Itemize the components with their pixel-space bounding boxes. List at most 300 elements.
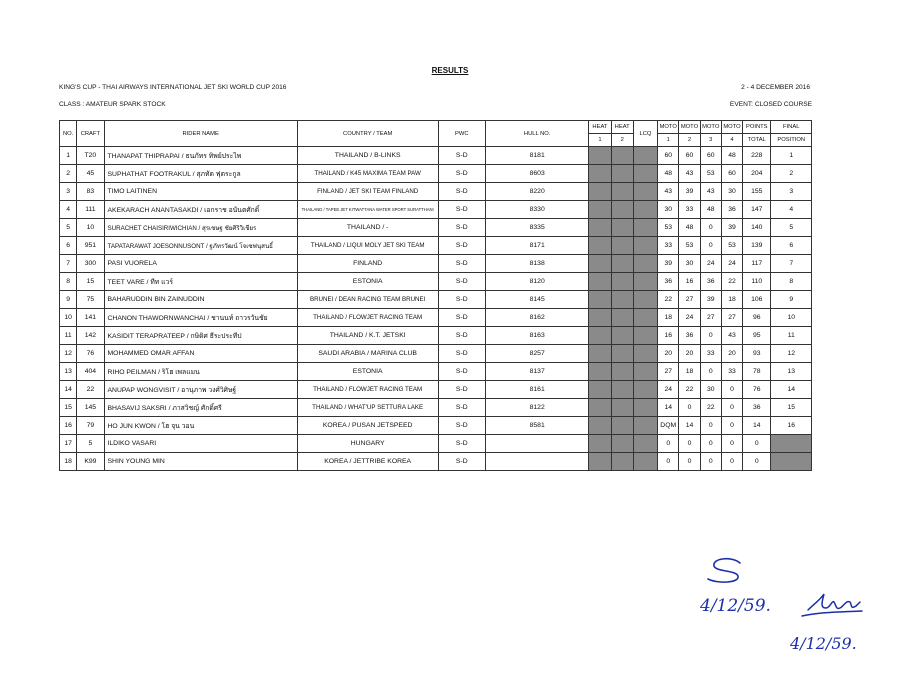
- cell-rider: BAHARUDDIN BIN ZAINUDDIN: [104, 291, 297, 309]
- cell-pwc: S-D: [438, 219, 486, 237]
- cell-final-position: 6: [771, 237, 812, 255]
- cell-moto2: 27: [679, 291, 700, 309]
- cell-pwc: S-D: [438, 309, 486, 327]
- cell-moto1: DQM: [658, 417, 679, 435]
- cell-rider: SURACHET CHAISIRIWICHIAN / สุรเชษฐ ชัยศิริวิเชียร: [104, 219, 297, 237]
- cell-pwc: S-D: [438, 363, 486, 381]
- cell-rider: SHIN YOUNG MIN: [104, 453, 297, 471]
- cell-craft: 142: [77, 327, 104, 345]
- cell-pwc: S-D: [438, 381, 486, 399]
- col-moto3: MOTO: [700, 121, 721, 134]
- cell-moto1: 27: [658, 363, 679, 381]
- cell-points-total: 76: [743, 381, 771, 399]
- cell-moto2: 0: [679, 453, 700, 471]
- cell-country: THAILAND / FLOWJET RACING TEAM: [297, 309, 438, 327]
- cell-no: 6: [60, 237, 77, 255]
- cell-hull: 8162: [486, 309, 589, 327]
- cell-hull: 8120: [486, 273, 589, 291]
- cell-hull: [486, 435, 589, 453]
- table-row: [60, 273, 812, 291]
- cell-moto1: 18: [658, 309, 679, 327]
- cell-moto3: 30: [700, 381, 721, 399]
- cell-craft: 79: [77, 417, 104, 435]
- cell-moto2: 24: [679, 309, 700, 327]
- cell-final-position: 1: [771, 147, 812, 165]
- results-table: [59, 120, 812, 471]
- col-moto4-num: 4: [721, 134, 742, 147]
- table-row: [60, 345, 812, 363]
- col-points-sub: TOTAL: [743, 134, 771, 147]
- cell-lcq: [633, 219, 657, 237]
- cell-country: THAILAND / TAPEE JET KITWATTANA WATER SPORT SURATTHANI: [297, 201, 438, 219]
- cell-hull: 8181: [486, 147, 589, 165]
- cell-moto4: 39: [721, 219, 742, 237]
- cell-pwc: S-D: [438, 183, 486, 201]
- col-moto4: MOTO: [721, 121, 742, 134]
- col-moto1-num: 1: [658, 134, 679, 147]
- cell-country: KOREA / PUSAN JETSPEED: [297, 417, 438, 435]
- cell-heat2: [611, 237, 633, 255]
- cell-no: 18: [60, 453, 77, 471]
- col-final-sub: POSITION: [771, 134, 812, 147]
- cell-craft: 83: [77, 183, 104, 201]
- cell-hull: 8220: [486, 183, 589, 201]
- cell-moto1: 14: [658, 399, 679, 417]
- cell-country: HUNGARY: [297, 435, 438, 453]
- cell-hull: 8330: [486, 201, 589, 219]
- table-row: [60, 237, 812, 255]
- cell-heat1: [589, 237, 611, 255]
- cell-craft: 45: [77, 165, 104, 183]
- cell-pwc: S-D: [438, 201, 486, 219]
- cell-moto2: 16: [679, 273, 700, 291]
- cell-moto3: 22: [700, 399, 721, 417]
- cell-lcq: [633, 291, 657, 309]
- cell-rider: RIHO PEILMAN / ริโฮ เพลแมน: [104, 363, 297, 381]
- cell-moto2: 33: [679, 201, 700, 219]
- class-label: CLASS : AMATEUR SPARK STOCK: [59, 101, 166, 108]
- table-row: [60, 183, 812, 201]
- cell-final-position: 15: [771, 399, 812, 417]
- cell-moto1: 0: [658, 435, 679, 453]
- cell-moto3: 0: [700, 435, 721, 453]
- cell-heat1: [589, 147, 611, 165]
- cell-moto2: 48: [679, 219, 700, 237]
- table-row: [60, 453, 812, 471]
- cell-lcq: [633, 201, 657, 219]
- cell-craft: 951: [77, 237, 104, 255]
- cell-moto1: 30: [658, 201, 679, 219]
- signature-date-1: 4/12/59.: [700, 596, 771, 616]
- cell-country: THAILAND / LIQUI MOLY JET SKI TEAM: [297, 237, 438, 255]
- cell-hull: 8581: [486, 417, 589, 435]
- cell-heat2: [611, 147, 633, 165]
- cell-heat1: [589, 399, 611, 417]
- cell-heat2: [611, 417, 633, 435]
- table-row: [60, 417, 812, 435]
- cell-rider: AKEKARACH ANANTASAKDI / เอกราช อนันตศักดิ์: [104, 201, 297, 219]
- cell-moto4: 24: [721, 255, 742, 273]
- cell-moto4: 0: [721, 399, 742, 417]
- cell-moto4: 36: [721, 201, 742, 219]
- cell-final-position: 2: [771, 165, 812, 183]
- cell-moto3: 0: [700, 417, 721, 435]
- cell-points-total: 0: [743, 435, 771, 453]
- cell-points-total: 139: [743, 237, 771, 255]
- cell-heat1: [589, 345, 611, 363]
- cell-no: 4: [60, 201, 77, 219]
- cell-rider: ILDIKO VASARI: [104, 435, 297, 453]
- cell-pwc: S-D: [438, 435, 486, 453]
- cell-hull: 8122: [486, 399, 589, 417]
- cell-lcq: [633, 381, 657, 399]
- cell-hull: [486, 453, 589, 471]
- cell-final-position: [771, 453, 812, 471]
- cell-moto1: 22: [658, 291, 679, 309]
- table-row: [60, 147, 812, 165]
- event-dates: 2 - 4 DECEMBER 2016: [741, 84, 810, 91]
- cell-moto3: 33: [700, 345, 721, 363]
- cell-heat1: [589, 219, 611, 237]
- cell-craft: 76: [77, 345, 104, 363]
- cell-moto3: 39: [700, 291, 721, 309]
- cell-moto2: 0: [679, 435, 700, 453]
- cell-moto3: 60: [700, 147, 721, 165]
- cell-lcq: [633, 237, 657, 255]
- cell-points-total: 228: [743, 147, 771, 165]
- cell-moto2: 14: [679, 417, 700, 435]
- cell-hull: 8137: [486, 363, 589, 381]
- table-row: [60, 201, 812, 219]
- signature-date-2: 4/12/59.: [790, 634, 857, 653]
- cell-country: KOREA / JETTRIBE KOREA: [297, 453, 438, 471]
- cell-rider: SUPHATHAT FOOTRAKUL / สุภทัต ฟุตระกูล: [104, 165, 297, 183]
- cell-moto3: 24: [700, 255, 721, 273]
- col-heat2: HEAT: [611, 121, 633, 134]
- cell-country: THAILAND / WHAT'UP SETTURA LAKE: [297, 399, 438, 417]
- cell-points-total: 155: [743, 183, 771, 201]
- cell-rider: TIMO LAITINEN: [104, 183, 297, 201]
- cell-moto4: 43: [721, 327, 742, 345]
- cell-country: BRUNEI / DEAN RACING TEAM BRUNEI: [297, 291, 438, 309]
- cell-final-position: [771, 435, 812, 453]
- cell-country: THAILAND / K45 MAXIMA TEAM PAW: [297, 165, 438, 183]
- cell-lcq: [633, 417, 657, 435]
- cell-moto3: 36: [700, 273, 721, 291]
- cell-points-total: 110: [743, 273, 771, 291]
- cell-points-total: 140: [743, 219, 771, 237]
- cell-heat1: [589, 291, 611, 309]
- cell-hull: 8138: [486, 255, 589, 273]
- cell-heat1: [589, 273, 611, 291]
- cell-no: 10: [60, 309, 77, 327]
- cell-final-position: 16: [771, 417, 812, 435]
- cell-heat2: [611, 345, 633, 363]
- cell-craft: 111: [77, 201, 104, 219]
- cell-rider: THANAPAT THIPRAPAI / ธนภัทร ทิพย์ประไพ: [104, 147, 297, 165]
- cell-heat2: [611, 363, 633, 381]
- cell-heat2: [611, 183, 633, 201]
- cell-moto1: 0: [658, 453, 679, 471]
- cell-hull: 8603: [486, 165, 589, 183]
- cell-moto2: 60: [679, 147, 700, 165]
- col-moto2-num: 2: [679, 134, 700, 147]
- table-row: [60, 291, 812, 309]
- cell-rider: CHANON THAWORNWANCHAI / ชานนท์ ถาวรวันชัย: [104, 309, 297, 327]
- cell-moto1: 43: [658, 183, 679, 201]
- cell-heat1: [589, 165, 611, 183]
- cell-final-position: 4: [771, 201, 812, 219]
- cell-moto1: 20: [658, 345, 679, 363]
- cell-heat2: [611, 381, 633, 399]
- cell-points-total: 14: [743, 417, 771, 435]
- cell-no: 3: [60, 183, 77, 201]
- cell-rider: ANUPAP WONGVISIT / อานุภาพ วงศ์วิศิษฐ์: [104, 381, 297, 399]
- cell-heat1: [589, 417, 611, 435]
- cell-no: 2: [60, 165, 77, 183]
- cell-craft: 22: [77, 381, 104, 399]
- cell-country: FINLAND / JET SKI TEAM FINLAND: [297, 183, 438, 201]
- cell-lcq: [633, 399, 657, 417]
- table-row: [60, 327, 812, 345]
- cell-heat2: [611, 435, 633, 453]
- cell-craft: 145: [77, 399, 104, 417]
- cell-country: ESTONIA: [297, 363, 438, 381]
- cell-moto1: 33: [658, 237, 679, 255]
- cell-no: 12: [60, 345, 77, 363]
- cell-heat2: [611, 165, 633, 183]
- cell-moto2: 30: [679, 255, 700, 273]
- cell-hull: 8257: [486, 345, 589, 363]
- col-country: COUNTRY / TEAM: [297, 121, 438, 147]
- cell-final-position: 12: [771, 345, 812, 363]
- cell-lcq: [633, 327, 657, 345]
- cell-country: THAILAND / K.T. JETSKI: [297, 327, 438, 345]
- table-row: [60, 219, 812, 237]
- cell-craft: K99: [77, 453, 104, 471]
- cell-rider: TAPATARAWAT JOESONNUSONT / ฐภัทรวัฒน์ โจเซฟนุสนธิ์: [104, 237, 297, 255]
- cell-craft: 5: [77, 435, 104, 453]
- cell-final-position: 11: [771, 327, 812, 345]
- cell-moto1: 48: [658, 165, 679, 183]
- cell-heat1: [589, 183, 611, 201]
- cell-heat2: [611, 273, 633, 291]
- cell-craft: 75: [77, 291, 104, 309]
- table-row: [60, 399, 812, 417]
- cell-final-position: 8: [771, 273, 812, 291]
- cell-craft: 300: [77, 255, 104, 273]
- cell-points-total: 117: [743, 255, 771, 273]
- cell-lcq: [633, 309, 657, 327]
- cell-points-total: 36: [743, 399, 771, 417]
- cell-pwc: S-D: [438, 399, 486, 417]
- cell-moto4: 53: [721, 237, 742, 255]
- cell-lcq: [633, 255, 657, 273]
- cell-points-total: 204: [743, 165, 771, 183]
- col-rider: RIDER NAME: [104, 121, 297, 147]
- cell-moto3: 48: [700, 201, 721, 219]
- cell-heat2: [611, 201, 633, 219]
- cell-pwc: S-D: [438, 237, 486, 255]
- cell-moto2: 18: [679, 363, 700, 381]
- cell-lcq: [633, 165, 657, 183]
- cell-moto4: 0: [721, 381, 742, 399]
- cell-points-total: 93: [743, 345, 771, 363]
- cell-heat1: [589, 309, 611, 327]
- cell-hull: 8161: [486, 381, 589, 399]
- cell-country: FINLAND: [297, 255, 438, 273]
- cell-points-total: 96: [743, 309, 771, 327]
- col-heat1: HEAT: [589, 121, 611, 134]
- col-heat1-num: 1: [589, 134, 611, 147]
- table-row: [60, 309, 812, 327]
- cell-heat1: [589, 381, 611, 399]
- cell-no: 15: [60, 399, 77, 417]
- cell-moto3: 0: [700, 237, 721, 255]
- signature-2: [800, 590, 864, 620]
- cell-moto1: 53: [658, 219, 679, 237]
- cell-rider: PASI VUORELA: [104, 255, 297, 273]
- cell-final-position: 14: [771, 381, 812, 399]
- cell-hull: 8163: [486, 327, 589, 345]
- cell-pwc: S-D: [438, 291, 486, 309]
- cell-hull: 8171: [486, 237, 589, 255]
- cell-moto2: 36: [679, 327, 700, 345]
- cell-moto2: 22: [679, 381, 700, 399]
- cell-craft: 141: [77, 309, 104, 327]
- col-heat2-num: 2: [611, 134, 633, 147]
- cell-rider: MOHAMMED OMAR AFFAN: [104, 345, 297, 363]
- cell-lcq: [633, 273, 657, 291]
- col-points: POINTS: [743, 121, 771, 134]
- cell-lcq: [633, 363, 657, 381]
- table-row: [60, 363, 812, 381]
- cell-final-position: 9: [771, 291, 812, 309]
- cell-craft: 15: [77, 273, 104, 291]
- cell-pwc: S-D: [438, 327, 486, 345]
- cell-moto3: 27: [700, 309, 721, 327]
- cell-no: 5: [60, 219, 77, 237]
- col-no: NO.: [60, 121, 77, 147]
- cell-lcq: [633, 147, 657, 165]
- cell-moto2: 39: [679, 183, 700, 201]
- cell-moto1: 36: [658, 273, 679, 291]
- cell-moto1: 16: [658, 327, 679, 345]
- cell-heat2: [611, 291, 633, 309]
- table-row: [60, 255, 812, 273]
- table-row: [60, 435, 812, 453]
- cell-heat2: [611, 399, 633, 417]
- cell-no: 8: [60, 273, 77, 291]
- col-moto1: MOTO: [658, 121, 679, 134]
- cell-heat1: [589, 435, 611, 453]
- cell-moto4: 30: [721, 183, 742, 201]
- col-hull: HULL NO.: [486, 121, 589, 147]
- cell-moto3: 0: [700, 327, 721, 345]
- cell-moto1: 60: [658, 147, 679, 165]
- cell-moto4: 33: [721, 363, 742, 381]
- cell-no: 13: [60, 363, 77, 381]
- col-lcq: LCQ: [633, 121, 657, 147]
- cell-moto2: 43: [679, 165, 700, 183]
- cell-pwc: S-D: [438, 453, 486, 471]
- cell-points-total: 0: [743, 453, 771, 471]
- cell-lcq: [633, 183, 657, 201]
- cell-no: 14: [60, 381, 77, 399]
- cell-moto2: 0: [679, 399, 700, 417]
- cell-pwc: S-D: [438, 273, 486, 291]
- table-row: [60, 165, 812, 183]
- col-moto3-num: 3: [700, 134, 721, 147]
- cell-no: 11: [60, 327, 77, 345]
- cell-craft: 10: [77, 219, 104, 237]
- signature-1: [702, 556, 752, 586]
- cell-moto3: 0: [700, 453, 721, 471]
- cell-points-total: 147: [743, 201, 771, 219]
- cell-final-position: 13: [771, 363, 812, 381]
- cell-country: THAILAND / FLOWJET RACING TEAM: [297, 381, 438, 399]
- cell-moto4: 0: [721, 435, 742, 453]
- cell-hull: 8335: [486, 219, 589, 237]
- cell-country: THAILAND / -: [297, 219, 438, 237]
- cell-country: ESTONIA: [297, 273, 438, 291]
- cell-pwc: S-D: [438, 147, 486, 165]
- cell-moto4: 27: [721, 309, 742, 327]
- cell-moto1: 24: [658, 381, 679, 399]
- cell-heat2: [611, 255, 633, 273]
- cell-moto4: 48: [721, 147, 742, 165]
- cell-pwc: S-D: [438, 345, 486, 363]
- cell-lcq: [633, 453, 657, 471]
- cell-heat1: [589, 363, 611, 381]
- table-row: [60, 381, 812, 399]
- cell-no: 17: [60, 435, 77, 453]
- cell-final-position: 10: [771, 309, 812, 327]
- cell-no: 16: [60, 417, 77, 435]
- cell-moto4: 20: [721, 345, 742, 363]
- cell-moto4: 0: [721, 417, 742, 435]
- col-pwc: PWC: [438, 121, 486, 147]
- cell-country: SAUDI ARABIA / MARINA CLUB: [297, 345, 438, 363]
- cell-heat2: [611, 219, 633, 237]
- cell-no: 1: [60, 147, 77, 165]
- page-title: RESULTS: [431, 66, 469, 75]
- cell-heat1: [589, 327, 611, 345]
- cell-moto1: 39: [658, 255, 679, 273]
- cell-hull: 8145: [486, 291, 589, 309]
- cell-heat1: [589, 201, 611, 219]
- cell-rider: KASIDIT TERAPRATEEP / กษิดิศ ธีระประทีป: [104, 327, 297, 345]
- cell-moto3: 53: [700, 165, 721, 183]
- cell-moto2: 53: [679, 237, 700, 255]
- cell-moto3: 43: [700, 183, 721, 201]
- cell-country: THAILAND / B-LINKS: [297, 147, 438, 165]
- col-final: FINAL: [771, 121, 812, 134]
- cell-moto4: 0: [721, 453, 742, 471]
- cell-pwc: S-D: [438, 255, 486, 273]
- cell-moto3: 0: [700, 219, 721, 237]
- cell-pwc: S-D: [438, 165, 486, 183]
- cell-lcq: [633, 345, 657, 363]
- cell-craft: 404: [77, 363, 104, 381]
- cell-moto2: 20: [679, 345, 700, 363]
- cell-pwc: S-D: [438, 417, 486, 435]
- cell-no: 7: [60, 255, 77, 273]
- cell-moto4: 22: [721, 273, 742, 291]
- cell-lcq: [633, 435, 657, 453]
- cell-final-position: 7: [771, 255, 812, 273]
- col-craft: CRAFT: [77, 121, 104, 147]
